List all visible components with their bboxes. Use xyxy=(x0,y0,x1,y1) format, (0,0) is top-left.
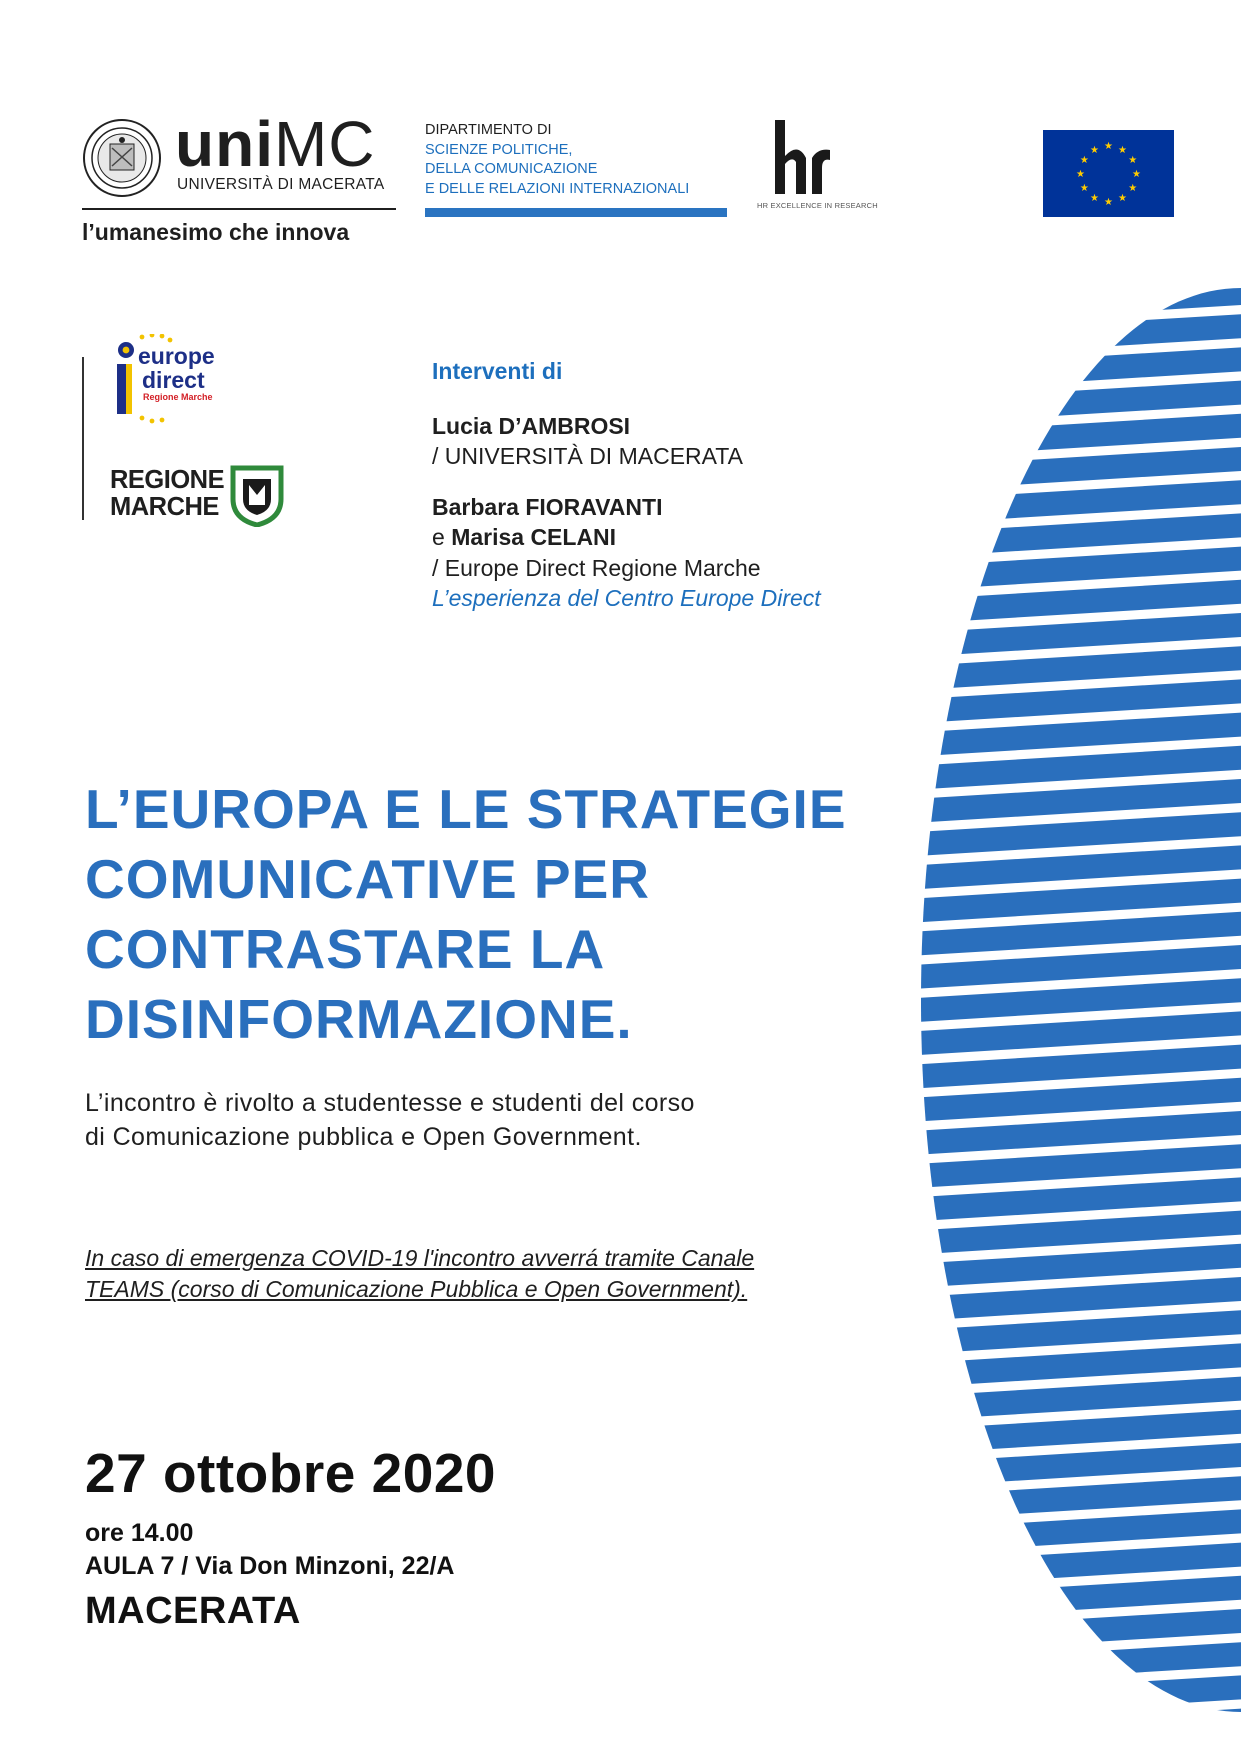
talk-title: L’esperienza del Centro Europe Direct xyxy=(432,585,821,611)
event-title-line: DISINFORMAZIONE. xyxy=(85,988,633,1050)
europe-direct-logo-icon xyxy=(112,334,222,424)
eu-star-icon: ★ xyxy=(1132,169,1141,180)
hr-excellence-logo-icon xyxy=(772,118,832,196)
event-city: MACERATA xyxy=(85,1590,301,1632)
speakers-intro: Interventi di xyxy=(432,358,563,384)
department-line: DELLA COMUNICAZIONE xyxy=(425,161,598,177)
eu-star-icon: ★ xyxy=(1118,193,1127,205)
sphere-stripe xyxy=(880,1675,1241,1721)
event-title-line: CONTRASTARE LA xyxy=(85,918,606,980)
eu-star-icon: ★ xyxy=(1076,169,1085,180)
svg-text:direct: direct xyxy=(142,367,205,393)
speakers-section xyxy=(432,356,821,634)
department-line: SCIENZE POLITICHE, xyxy=(425,141,573,158)
speaker-group xyxy=(432,411,821,472)
svg-text:Regione Marche: Regione Marche xyxy=(143,392,213,402)
event-time: ore 14.00 xyxy=(85,1519,194,1547)
regione-marche-shield-icon xyxy=(230,465,284,527)
speaker-name: Barbara FIORAVANTI xyxy=(432,493,663,520)
eu-star-icon: ★ xyxy=(1090,144,1099,156)
unimc-wordmark-bold: uni xyxy=(175,108,274,180)
sponsor-divider xyxy=(82,357,84,520)
regione-marche-line: MARCHE xyxy=(110,493,219,521)
department-name xyxy=(425,121,689,199)
covid-notice-line: TEAMS (corso di Comunicazione Pubblica e Open Government). xyxy=(85,1276,748,1302)
event-title xyxy=(85,774,945,1054)
unimc-wordmark xyxy=(175,108,376,180)
speaker-affiliation: / UNIVERSITÀ DI MACERATA xyxy=(432,443,743,469)
university-name: UNIVERSITÀ DI MACERATA xyxy=(177,176,385,193)
svg-text:europe: europe xyxy=(138,343,215,369)
event-title-line: L’EUROPA E LE STRATEGIE xyxy=(85,778,847,840)
eu-star-icon: ★ xyxy=(1104,197,1113,208)
speaker-name-line xyxy=(432,522,821,553)
regione-marche-line: REGIONE xyxy=(110,466,225,494)
covid-notice xyxy=(85,1243,905,1305)
eu-star-icon: ★ xyxy=(1128,183,1138,194)
department-line: E DELLE RELAZIONI INTERNAZIONALI xyxy=(425,180,690,197)
speaker-affiliation: / Europe Direct Regione Marche xyxy=(432,554,761,581)
unimc-wordmark-light: MC xyxy=(273,108,376,180)
department-line: DIPARTIMENTO DI xyxy=(425,122,552,138)
covid-notice-line: In caso di emergenza COVID-19 l'incontro avverrá tramite Canale xyxy=(85,1245,755,1271)
eu-star-icon: ★ xyxy=(1118,144,1127,156)
event-title-line: COMUNICATIVE PER xyxy=(85,848,651,910)
audience-line: di Comunicazione pubblica e Open Government. xyxy=(85,1123,642,1151)
event-date: 27 ottobre 2020 xyxy=(85,1442,497,1504)
audience-line: L’incontro è rivolto a studentesse e studenti del corso xyxy=(85,1089,695,1117)
eu-star-icon: ★ xyxy=(1104,141,1113,152)
audience-description xyxy=(85,1086,885,1154)
university-divider xyxy=(82,208,396,210)
speaker-group xyxy=(432,492,821,614)
speaker-connector: e xyxy=(432,524,452,550)
regione-marche-logo-text xyxy=(110,467,224,521)
sphere-stripe xyxy=(880,1709,1241,1754)
eu-star-icon: ★ xyxy=(1079,155,1089,166)
speaker-name: Lucia D’AMBROSI xyxy=(432,412,631,439)
event-room: AULA 7 / Via Don Minzoni, 22/A xyxy=(85,1552,455,1580)
eu-flag-icon xyxy=(1043,130,1174,217)
university-motto: l’umanesimo che innova xyxy=(82,219,350,245)
department-underline-bar xyxy=(425,208,727,217)
eu-star-icon: ★ xyxy=(1090,193,1099,205)
hr-logo-caption: HR EXCELLENCE IN RESEARCH xyxy=(757,201,878,210)
university-seal-icon xyxy=(82,118,162,198)
eu-star-icon: ★ xyxy=(1128,155,1138,166)
speaker-name: Marisa CELANI xyxy=(451,524,617,550)
eu-star-icon: ★ xyxy=(1079,183,1089,194)
